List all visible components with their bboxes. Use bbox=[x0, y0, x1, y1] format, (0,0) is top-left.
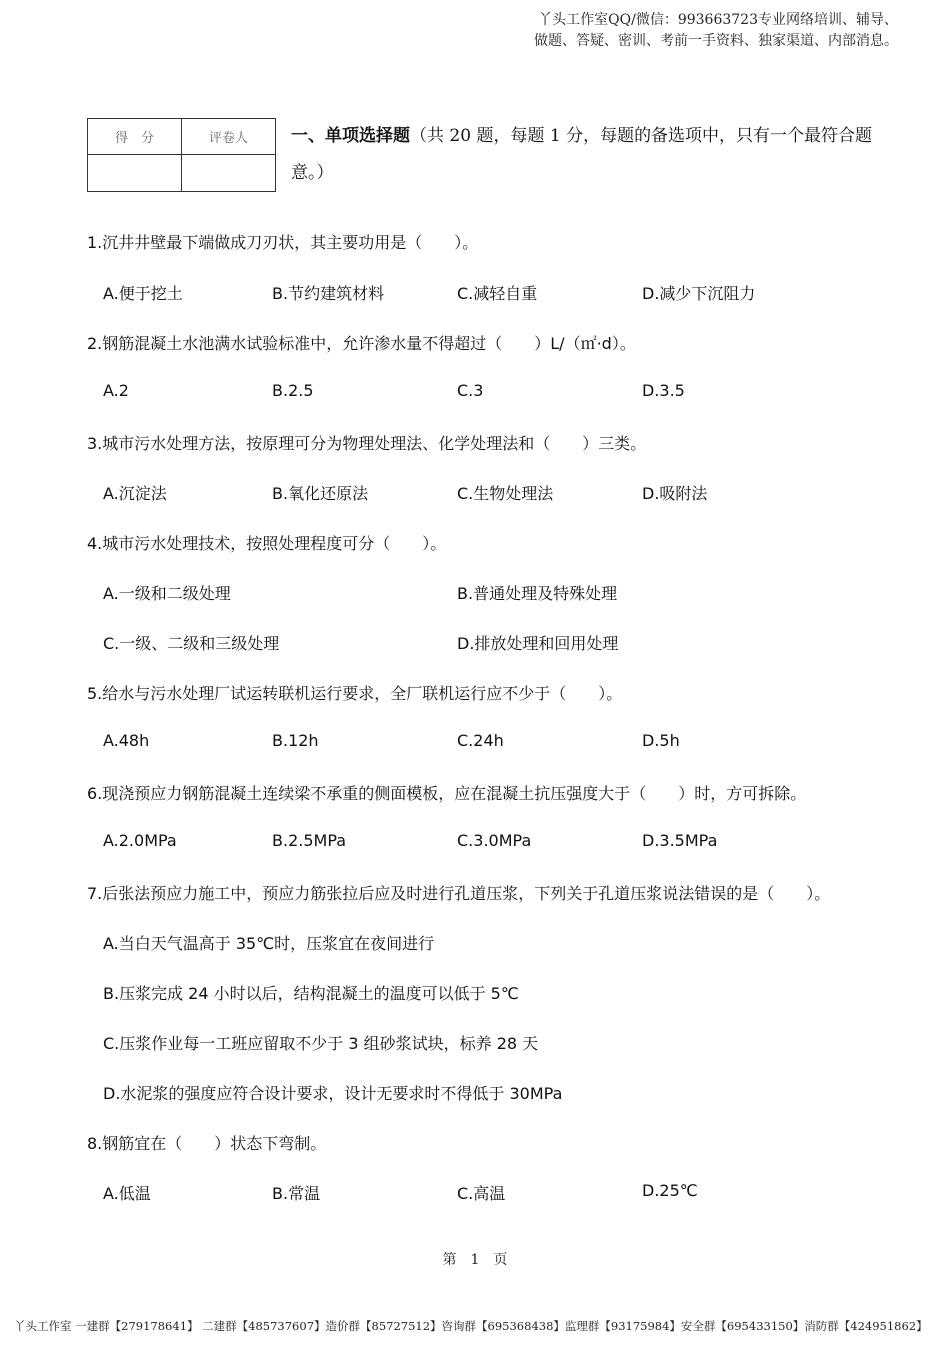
question-5-option-d: D.5h bbox=[642, 731, 680, 750]
question-3-option-c: C.生物处理法 bbox=[457, 484, 554, 503]
section-heading bbox=[291, 118, 881, 192]
section-title: 一、单项选择题 bbox=[291, 126, 410, 146]
question-8-option-a: A.低温 bbox=[103, 1184, 151, 1203]
question-4-option-c: C.一级、二级和三级处理 bbox=[103, 634, 280, 653]
question-7-option-b: B.压浆完成 24 小时以后，结构混凝土的温度可以低于 5℃ bbox=[103, 984, 519, 1003]
question-5-option-c: C.24h bbox=[457, 731, 504, 750]
footer-note: 丫头工作室 一建群【279178641】 二建群【485737607】造价群【85727512】咨询群【695368438】监理群【93175984】安全群【695433150】消防群【424951862】 bbox=[14, 1319, 928, 1333]
header-note-line1: 丫头工作室QQ/微信：993663723专业网络培训、辅导、 bbox=[538, 12, 898, 28]
question-2-option-a: A.2 bbox=[103, 381, 129, 400]
question-4-option-b: B.普通处理及特殊处理 bbox=[457, 584, 618, 603]
question-5-stem: 5.给水与污水处理厂试运转联机运行要求，全厂联机运行应不少于（ ）。 bbox=[87, 684, 623, 703]
question-3-option-d: D.吸附法 bbox=[642, 484, 708, 503]
question-8-option-c: C.高温 bbox=[457, 1184, 506, 1203]
page-number: 第 1 页 bbox=[442, 1252, 508, 1268]
question-4-option-a: A.一级和二级处理 bbox=[103, 584, 231, 603]
question-8-option-d: D.25℃ bbox=[642, 1181, 698, 1200]
question-1-option-a: A.便于挖土 bbox=[103, 284, 183, 303]
question-5-option-a: A.48h bbox=[103, 731, 150, 750]
question-8-stem: 8.钢筋宜在（ ）状态下弯制。 bbox=[87, 1134, 327, 1153]
question-2-option-b: B.2.5 bbox=[272, 381, 314, 400]
grader-label-cell: 评卷人 bbox=[182, 119, 276, 155]
grader-value-cell bbox=[182, 155, 276, 192]
question-3-stem: 3.城市污水处理方法，按原理可分为物理处理法、化学处理法和（ ）三类。 bbox=[87, 434, 647, 453]
question-4-option-d: D.排放处理和回用处理 bbox=[457, 634, 619, 653]
question-5-option-b: B.12h bbox=[272, 731, 319, 750]
question-1-option-c: C.减轻自重 bbox=[457, 284, 538, 303]
score-value-cell bbox=[88, 155, 182, 192]
header-note-line2: 做题、答疑、密训、考前一手资料、独家渠道、内部消息。 bbox=[534, 33, 898, 49]
question-7-option-c: C.压浆作业每一工班应留取不少于 3 组砂浆试块，标养 28 天 bbox=[103, 1034, 539, 1053]
question-4-stem: 4.城市污水处理技术，按照处理程度可分（ ）。 bbox=[87, 534, 447, 553]
section-description: （共 20 题，每题 1 分，每题的备选项中，只有一个最符合题意。） bbox=[291, 126, 873, 183]
score-table bbox=[87, 118, 276, 192]
score-label-cell: 得 分 bbox=[88, 119, 182, 155]
question-7-option-a: A.当白天气温高于 35℃时，压浆宜在夜间进行 bbox=[103, 934, 435, 953]
question-8-option-b: B.常温 bbox=[272, 1184, 321, 1203]
question-6-option-a: A.2.0MPa bbox=[103, 831, 177, 850]
question-7-stem: 7.后张法预应力施工中，预应力筋张拉后应及时进行孔道压浆，下列关于孔道压浆说法错误的是（ ）。 bbox=[87, 884, 831, 903]
question-2-stem: 2.钢筋混凝土水池满水试验标准中，允许渗水量不得超过（ ）L/（㎡·d）。 bbox=[87, 334, 636, 353]
question-1-stem: 1.沉井井壁最下端做成刀刃状，其主要功用是（ ）。 bbox=[87, 233, 479, 252]
header-note bbox=[378, 10, 898, 52]
question-3-option-a: A.沉淀法 bbox=[103, 484, 167, 503]
question-1-option-b: B.节约建筑材料 bbox=[272, 284, 385, 303]
question-6-option-c: C.3.0MPa bbox=[457, 831, 532, 850]
question-7-option-d: D.水泥浆的强度应符合设计要求，设计无要求时不得低于 30MPa bbox=[103, 1084, 563, 1103]
question-6-option-b: B.2.5MPa bbox=[272, 831, 347, 850]
question-6-option-d: D.3.5MPa bbox=[642, 831, 718, 850]
question-2-option-c: C.3 bbox=[457, 381, 484, 400]
question-3-option-b: B.氧化还原法 bbox=[272, 484, 369, 503]
question-2-option-d: D.3.5 bbox=[642, 381, 685, 400]
question-1-option-d: D.减少下沉阻力 bbox=[642, 284, 756, 303]
question-6-stem: 6.现浇预应力钢筋混凝土连续梁不承重的侧面模板，应在混凝土抗压强度大于（ ）时，方可拆除。 bbox=[87, 784, 807, 803]
